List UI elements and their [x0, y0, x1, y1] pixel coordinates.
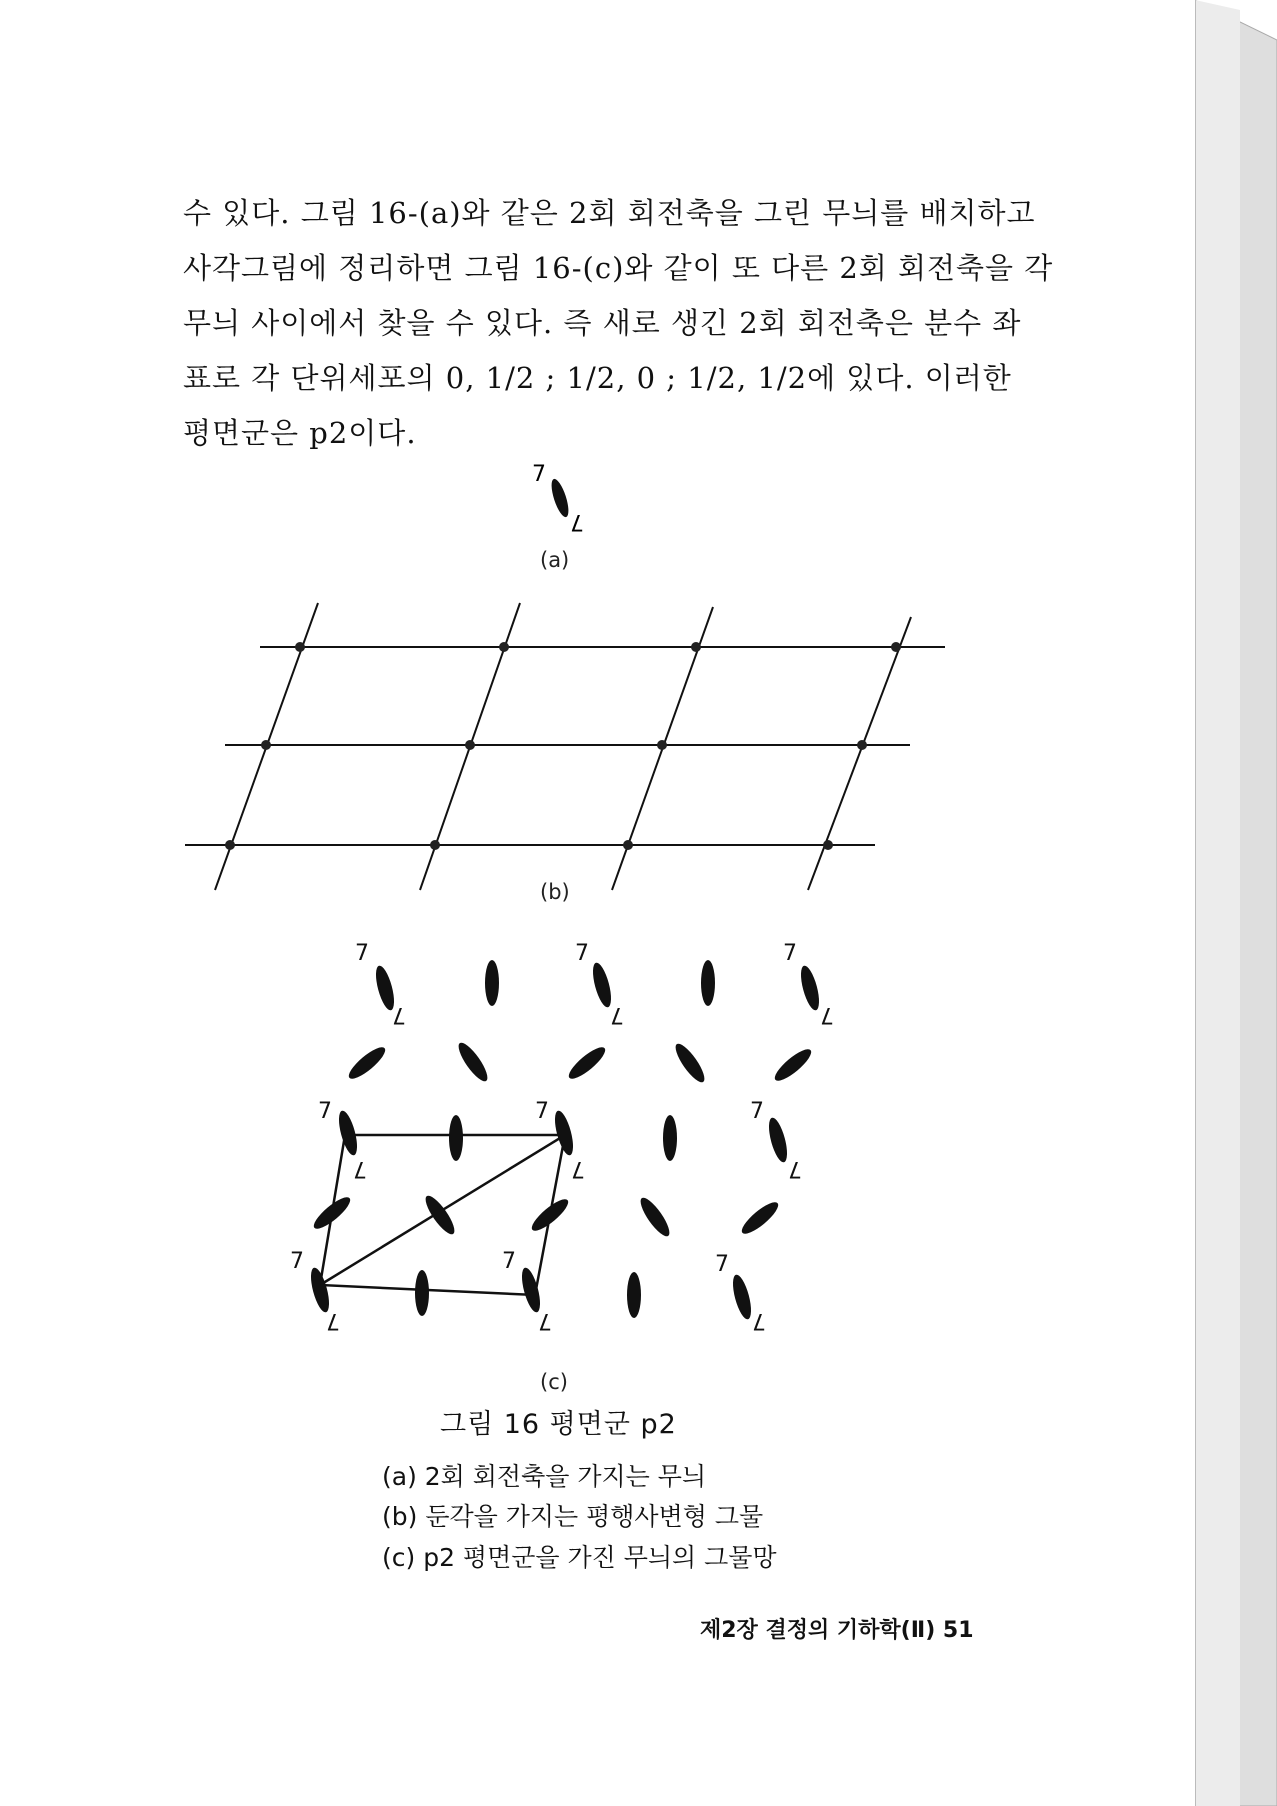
figure-caption-c: (c) p2 평면군을 가진 무늬의 그물망: [382, 1543, 777, 1572]
figure-b-lattice: [180, 595, 960, 895]
motif-mark-inverted: 7: [570, 509, 584, 534]
motif-mark: 7: [532, 462, 546, 487]
body-line-3: 무늬 사이에서 찾을 수 있다. 즉 새로 생긴 2회 회전축은 분수 좌: [183, 306, 1022, 340]
motif-mark: 7: [355, 941, 369, 966]
page-footer: 제2장 결정의 기하학(Ⅱ) 51: [700, 1618, 974, 1643]
figure-caption-title: 그림 16 평면군 p2: [440, 1409, 677, 1440]
figure-b-label: (b): [540, 880, 570, 904]
figure-a-label: (a): [540, 548, 570, 572]
motif-mark: 7: [535, 1099, 549, 1124]
motif-mark: 7: [502, 1249, 516, 1274]
motif-mark-inverted: 7: [326, 1308, 340, 1333]
motif-mark: 7: [783, 941, 797, 966]
figure-c-pattern: [270, 935, 850, 1345]
motif-mark: 7: [318, 1099, 332, 1124]
motif-mark-inverted: 7: [610, 1002, 624, 1027]
body-paragraph: [183, 186, 1054, 461]
body-line-2: 사각그림에 정리하면 그림 16-(c)와 같이 또 다른 2회 회전축을 각: [183, 251, 1054, 285]
two-fold-axis-ellipse: [548, 477, 572, 519]
motif-mark-inverted: 7: [392, 1002, 406, 1027]
figure-a-motif: [520, 455, 590, 535]
body-line-4: 표로 각 단위세포의 0, 1/2 ; 1/2, 0 ; 1/2, 1/2에 있다. 이러한: [183, 361, 1012, 395]
body-line-1: 수 있다. 그림 16-(a)와 같은 2회 회전축을 그린 무늬를 배치하고: [183, 196, 1036, 230]
motif-mark-inverted: 7: [752, 1308, 766, 1333]
body-line-5: 평면군은 p2이다.: [183, 416, 417, 450]
figure-caption-a: (a) 2회 회전축을 가지는 무늬: [382, 1462, 707, 1491]
motif-mark: 7: [750, 1099, 764, 1124]
motif-mark-inverted: 7: [571, 1156, 585, 1181]
motif-mark-inverted: 7: [353, 1156, 367, 1181]
figure-caption-b: (b) 둔각을 가지는 평행사변형 그물: [382, 1502, 764, 1531]
motif-mark: 7: [290, 1249, 304, 1274]
motif-mark-inverted: 7: [788, 1156, 802, 1181]
motif-mark-inverted: 7: [538, 1308, 552, 1333]
motif-mark: 7: [575, 941, 589, 966]
motif-mark: 7: [715, 1252, 729, 1277]
motif-mark-inverted: 7: [820, 1002, 834, 1027]
figure-c-label: (c): [540, 1370, 568, 1394]
